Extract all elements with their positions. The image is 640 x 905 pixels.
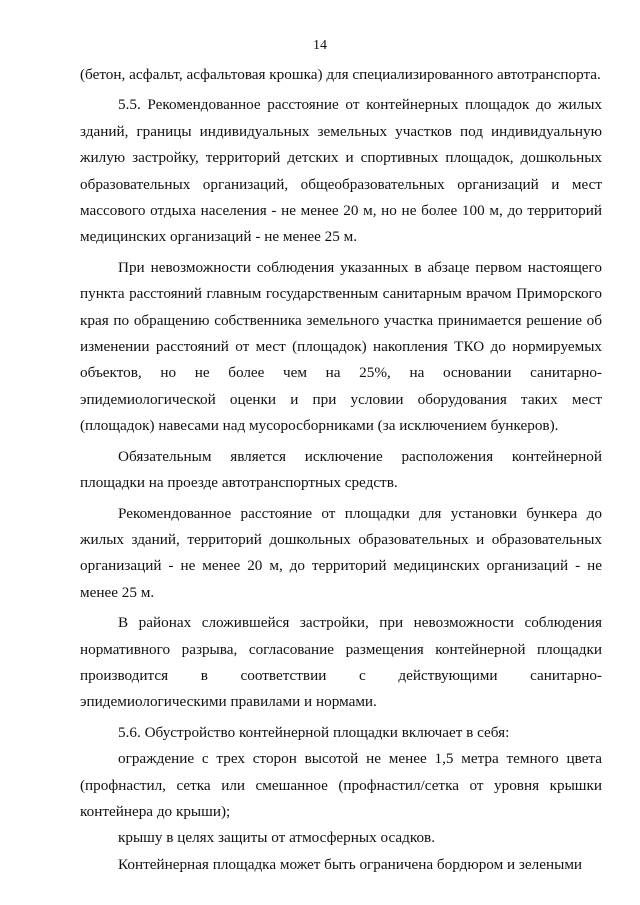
paragraph-5-6: 5.6. Обустройство контейнерной площадки включает в себя: [118,723,510,741]
paragraph-roof: крышу в целях защиты от атмосферных осадков. [118,829,436,847]
page-number: 14 [313,38,327,53]
paragraph-existing-development: В районах сложившейся застройки, при невозможности соблюдения нормативного разрыва, согласование размещения контейнерной площадки производится в соответствии с действующими санитарно-эпидемиологическими правилами и нормами. [80,614,602,711]
document-body [80,62,602,878]
paragraph-border-greenery: Контейнерная площадка может быть ограничена бордюром и зелеными [118,855,583,873]
paragraph-bunker-distance: Рекомендованное расстояние от площадки для установки бункера до жилых зданий, территорий дошкольных образовательных и образовательных организаций - не менее 20 м, до территорий медицинских организаций - не менее 25 м. [80,504,602,601]
paragraph-continuation: (бетон, асфальт, асфальтовая крошка) для специализированного автотранспорта. [80,66,601,83]
paragraph-distance-exception: При невозможности соблюдения указанных в абзаце первом настоящего пункта расстояний главным государственным санитарным врачом Приморского края по обращению собственника земельного участка принимается решение об изменении расстояний от мест (площадок) накопления ТКО до нормируемых объектов, но не более чем на 25%, на основании санитарно-эпидемиологической оценки и при условии оборудования таких мест (площадок) навесами над мусоросборниками (за исключением бункеров). [80,258,602,435]
paragraph-mandatory-exclusion: Обязательным является исключение расположения контейнерной площадки на проезде автотранспортных средств. [80,447,602,492]
paragraph-fencing: ограждение с трех сторон высотой не менее 1,5 метра темного цвета (профнастил, сетка или смешанное (профнастил/сетка от уровня крышки контейнера до крыши); [80,750,602,820]
paragraph-5-5: 5.5. Рекомендованное расстояние от контейнерных площадок до жилых зданий, границы индивидуальных земельных участков под индивидуальную жилую застройку, территорий детских и спортивных площадок, дошкольных образовательных организаций, общеобразовательных организаций и мест массового отдыха населения - не менее 20 м, но не более 100 м, до территорий медицинских организаций - не менее 25 м. [80,96,602,246]
